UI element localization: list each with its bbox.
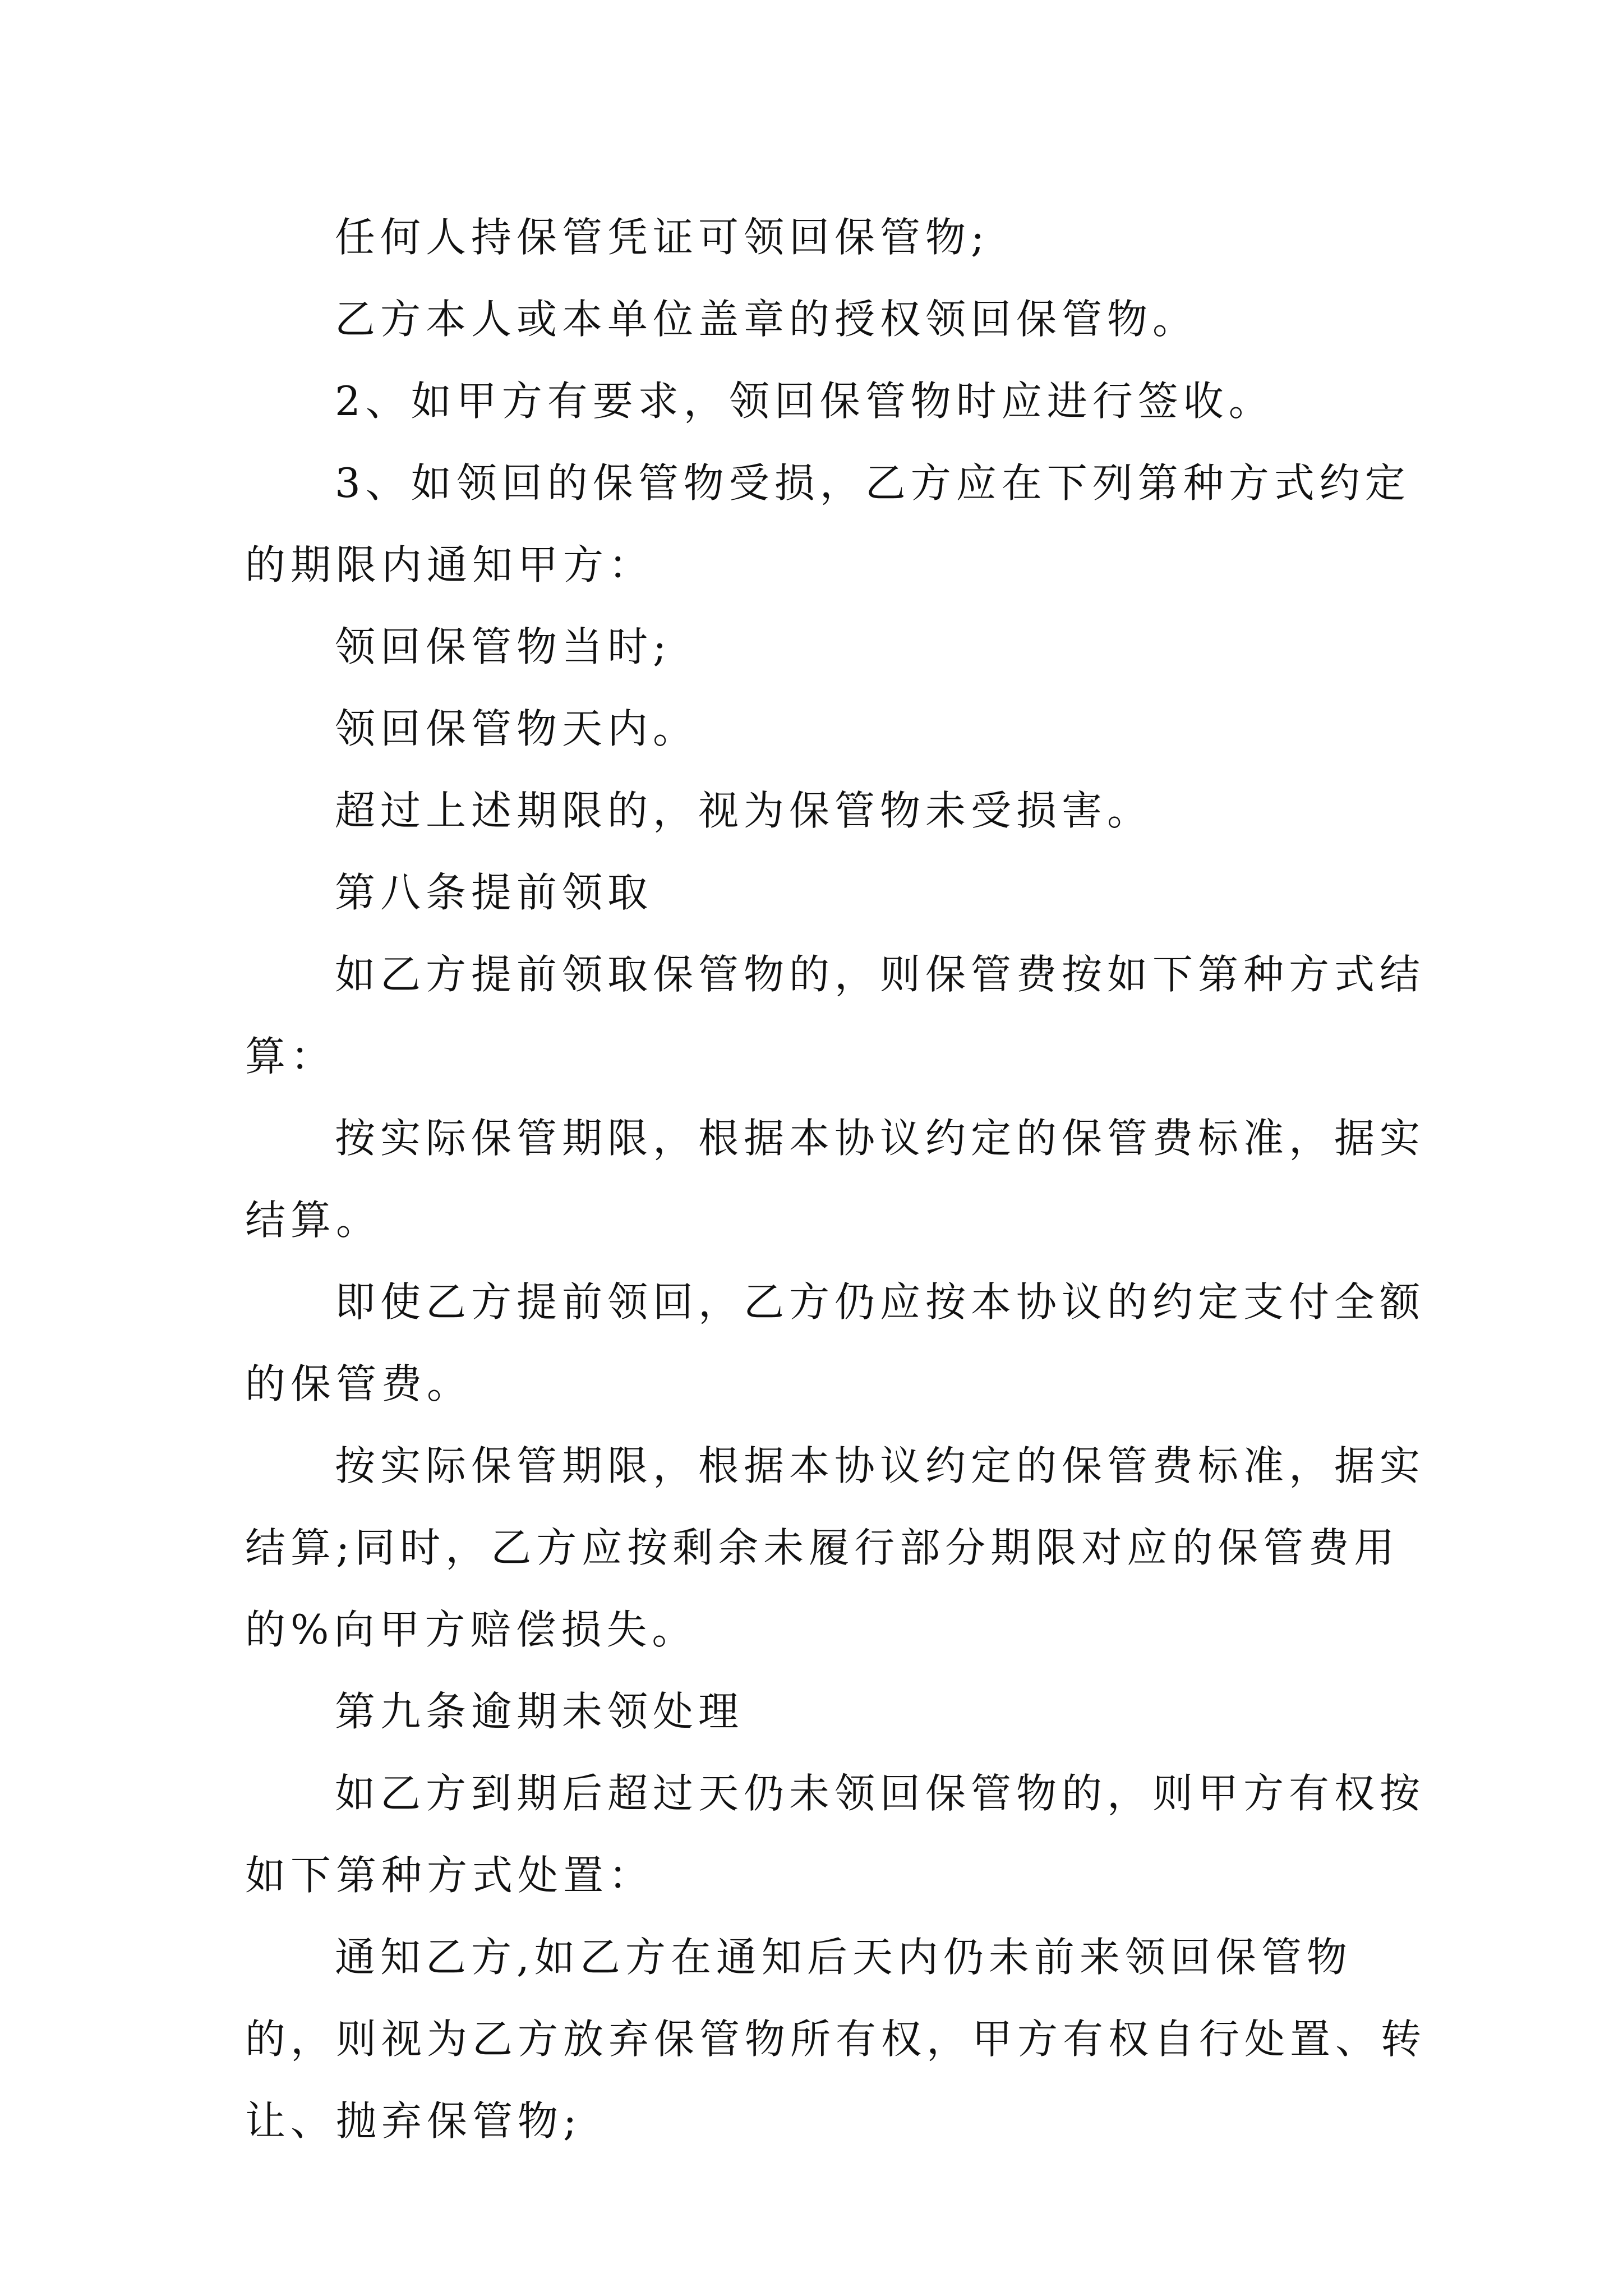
paragraph: 乙方本人或本单位盖章的授权领回保管物。 [335,296,1198,343]
paragraph: 超过上述期限的，视为保管物未受损害。 [335,787,1153,834]
paragraph: 任何人持保管凭证可领回保管物; [335,214,990,261]
paragraph: 2、如甲方有要求，领回保管物时应进行签收。 [335,378,1274,425]
paragraph: 如乙方提前领取保管物的，则保管费按如下第种方式结算： [245,951,1426,1080]
paragraph: 即使乙方提前领回，乙方仍应按本协议的约定支付全额的保管费。 [245,1278,1426,1407]
paragraph: 领回保管物当时; [335,623,672,670]
paragraph: 通知乙方,如乙方在通知后天内仍未前来领回保管物的，则视为乙方放弃保管物所有权，甲方有权自行处置、转让、抛弃保管物; [245,1934,1427,2145]
paragraph: 领回保管物天内。 [335,705,699,752]
section-heading: 第九条逾期未领处理 [335,1688,744,1735]
paragraph: 如乙方到期后超过天仍未领回保管物的，则甲方有权按如下第种方式处置： [245,1770,1426,1899]
paragraph: 3、如领回的保管物受损，乙方应在下列第种方式约定的期限内通知甲方： [245,459,1410,588]
paragraph: 按实际保管期限，根据本协议约定的保管费标准，据实结算。 [245,1115,1426,1244]
paragraph: 按实际保管期限，根据本协议约定的保管费标准，据实结算;同时，乙方应按剩余未履行部分期限对应的保管费用的%向甲方赔偿损失。 [245,1442,1426,1653]
section-heading: 第八条提前领取 [335,869,653,916]
document-body [245,196,1428,2162]
